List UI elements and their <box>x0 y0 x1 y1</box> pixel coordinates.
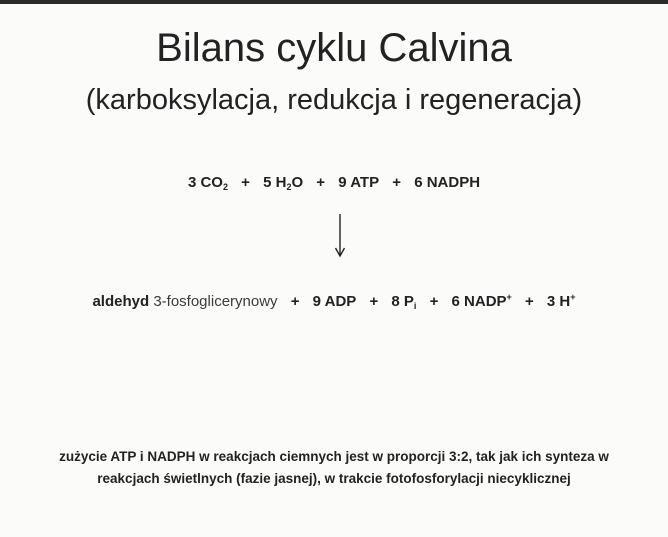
nadp-formula: 6 NADP <box>451 293 507 310</box>
footnote-line-2: reakcjach świetlnych (fazie jasnej), w trakcie fotofosforylacji niecyklicznej <box>97 471 571 486</box>
plus-sign: + <box>316 174 326 191</box>
plus-sign: + <box>524 293 534 310</box>
product-nadp <box>452 292 512 310</box>
product-aldehyde <box>92 293 277 310</box>
h2o-subscript: 2 <box>286 182 292 192</box>
h2o-formula-h: H <box>275 174 287 191</box>
h2o-coefficient: 5 <box>263 174 272 191</box>
nadp-charge: + <box>506 292 512 302</box>
h-charge: + <box>570 292 576 302</box>
reactant-nadph: 6 NADPH <box>414 174 481 191</box>
product-adp: 9 ADP <box>312 293 357 310</box>
plus-sign: + <box>369 293 379 310</box>
plus-sign: + <box>392 174 402 191</box>
slide-title: Bilans cyklu Calvina <box>156 26 512 70</box>
products-equation <box>0 292 668 311</box>
pi-subscript: i <box>413 301 417 311</box>
plus-sign: + <box>290 293 300 310</box>
aldehyde-label-rest: 3-fosfoglicerynowy <box>153 293 278 310</box>
product-pi <box>391 293 416 311</box>
co2-subscript: 2 <box>222 182 228 192</box>
aldehyde-label-bold: aldehyd <box>92 293 150 310</box>
footnote <box>10 446 658 490</box>
co2-formula: CO <box>200 174 223 191</box>
slide-subtitle: (karboksylacja, redukcja i regeneracja) <box>85 84 583 116</box>
plus-sign: + <box>429 293 439 310</box>
plus-sign: + <box>241 174 250 191</box>
co2-coefficient: 3 <box>187 174 197 191</box>
pi-formula: 8 P <box>391 293 414 310</box>
reactant-h2o <box>263 174 303 192</box>
h2o-formula-o: O <box>291 174 304 191</box>
footnote-line-1: zużycie ATP i NADPH w reakcjach ciemnych jest w proporcji 3:2, tak jak ich synteza w <box>59 449 609 464</box>
reactants-equation <box>0 174 668 192</box>
product-h <box>547 292 576 310</box>
reactant-atp: 9 ATP <box>338 174 380 191</box>
reactant-co2 <box>188 174 228 192</box>
down-arrow-icon <box>333 214 347 258</box>
h-formula: 3 H <box>546 293 571 310</box>
